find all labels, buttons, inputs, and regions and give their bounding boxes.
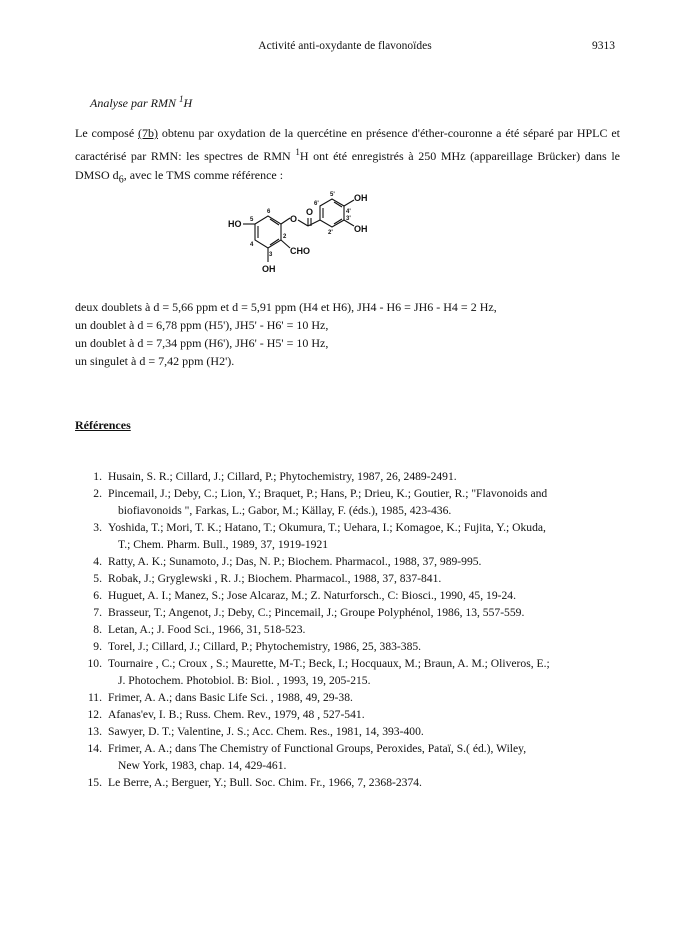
nmr-line: un doublet à d = 6,78 ppm (H5'), JH5' - H6' = 10 Hz, (75, 318, 329, 332)
intro-subscript: 6 (118, 174, 124, 186)
label-ho: HO (228, 219, 242, 229)
reference-item: 6. Huguet, A. I.; Manez, S.; Jose Alcaraz, M.; Z. Naturforsch., C: Biosci., 1990, 45, 19-24. (93, 589, 516, 602)
label-pos-4p: 4' (346, 209, 351, 215)
reference-item: 4. Ratty, A. K.; Sunamoto, J.; Das, N. P.; Biochem. Pharmacol., 1988, 37, 989-995. (93, 555, 482, 568)
label-pos-4: 4 (250, 242, 254, 248)
label-o-ester: O (290, 214, 298, 224)
section-title-tail: H (183, 96, 193, 110)
reference-item: 3. Yoshida, T.; Mori, T. K.; Hatano, T.; Okumura, T.; Uehara, I.; Komagoe, K.; Fujita, Y.; Okuda, T.; Chem. Pharm. Bull., 1989, 37, 1919-1921 (93, 521, 546, 551)
label-pos-2: 2 (283, 234, 287, 240)
section-title-superscript: 1 (179, 94, 184, 104)
reference-item: 14. Frimer, A. A.; dans The Chemistry of Functional Groups, Peroxides, Pataï, S.( éd.), Wiley, New York, 1983, chap. 14, 429-461. (87, 742, 527, 772)
label-o-carbonyl: O (306, 207, 314, 217)
reference-item: 15. Le Berre, A.; Berguer, Y.; Bull. Soc. Chim. Fr., 1966, 7, 2368-2374. (87, 776, 422, 789)
intro-part-2: obtenu par oxydation de la quercétine en présence d'éther-couronne a été séparé par HPLC et caractérisé par RMN: les spectres de RMN (75, 126, 621, 163)
section-title-text: Analyse par RMN (90, 96, 179, 110)
reference-item: 8. Letan, A.; J. Food Sci., 1966, 31, 518-523. (93, 623, 306, 636)
reference-item: 11. Frimer, A. A.; dans Basic Life Sci. , 1988, 49, 29-38. (87, 691, 353, 704)
reference-item: 1. Husain, S. R.; Cillard, J.; Cillard, P.; Phytochemistry, 1987, 26, 2489-2491. (93, 470, 457, 483)
references-heading: Références (75, 418, 131, 432)
reference-item: 7. Brasseur, T.; Angenot, J.; Deby, C.; Pincemail, J.; Groupe Polyphénol, 1986, 13, 557-559. (93, 606, 525, 619)
reference-item: 2. Pincemail, J.; Deby, C.; Lion, Y.; Braquet, P.; Hans, P.; Drieu, K.; Goutier, R.; "Flavonoids and biofiavonoids ", Farkas, L.; Gabor, M.; Källay, F. (éds.), 1985, 423-436. (93, 487, 548, 517)
label-oh-right: OH (354, 224, 368, 234)
running-title: Activité anti-oxydante de flavonoïdes (258, 40, 432, 52)
reference-item: 9. Torel, J.; Cillard, J.; Cillard, P.; Phytochemistry, 1986, 25, 383-385. (93, 640, 422, 653)
intro-part-3: H ont été enregistrés à 250 MHz (appareillage Brücker) dans le DMSO d (75, 149, 620, 182)
intro-part-4: , avec le TMS comme référence : (123, 168, 284, 182)
nmr-line: un singulet à d = 7,42 ppm (H2'). (75, 354, 235, 368)
label-pos-3p: 3' (346, 216, 351, 222)
label-pos-2p: 2' (328, 230, 333, 236)
nmr-data (75, 298, 620, 370)
nmr-line: deux doublets à d = 5,66 ppm et d = 5,91 ppm (H4 et H6), JH4 - H6 = JH6 - H4 = 2 Hz, (75, 300, 497, 314)
label-pos-5p: 5' (330, 192, 335, 198)
page-number: 9313 (592, 40, 615, 52)
label-pos-5: 5 (250, 217, 254, 223)
label-pos-6p: 6' (314, 201, 319, 207)
reference-item: 13. Sawyer, D. T.; Valentine, J. S.; Acc. Chem. Res., 1981, 14, 393-400. (87, 725, 424, 738)
label-cho: CHO (290, 246, 310, 256)
nmr-line: un doublet à d = 7,34 ppm (H6'), JH6' - H5' = 10 Hz, (75, 336, 329, 350)
reference-item: 10. Tournaire , C.; Croux , S.; Maurette, M-T.; Beck, I.; Hocquaux, M.; Braun, A. M.; Oliveros, E.; J. Photochem. Photobiol. B: Biol. , 1993, 19, 205-215. (87, 657, 550, 687)
section-title (90, 94, 192, 111)
reference-item: 5. Robak, J.; Gryglewski , R. J.; Biochem. Pharmacol., 1988, 37, 837-841. (93, 572, 442, 585)
label-oh-top: OH (354, 193, 368, 203)
intro-superscript: 1 (295, 147, 300, 157)
label-oh-bottom: OH (262, 264, 276, 274)
intro-paragraph (75, 124, 620, 189)
compound-reference: (7b) (138, 126, 158, 140)
intro-part-1: Le composé (75, 126, 138, 140)
references-list (78, 468, 618, 791)
reference-item: 12. Afanas'ev, I. B.; Russ. Chem. Rev., 1979, 48 , 527-541. (87, 708, 365, 721)
label-pos-3: 3 (269, 252, 273, 258)
label-pos-6: 6 (267, 209, 271, 215)
chemical-structure (210, 188, 380, 286)
